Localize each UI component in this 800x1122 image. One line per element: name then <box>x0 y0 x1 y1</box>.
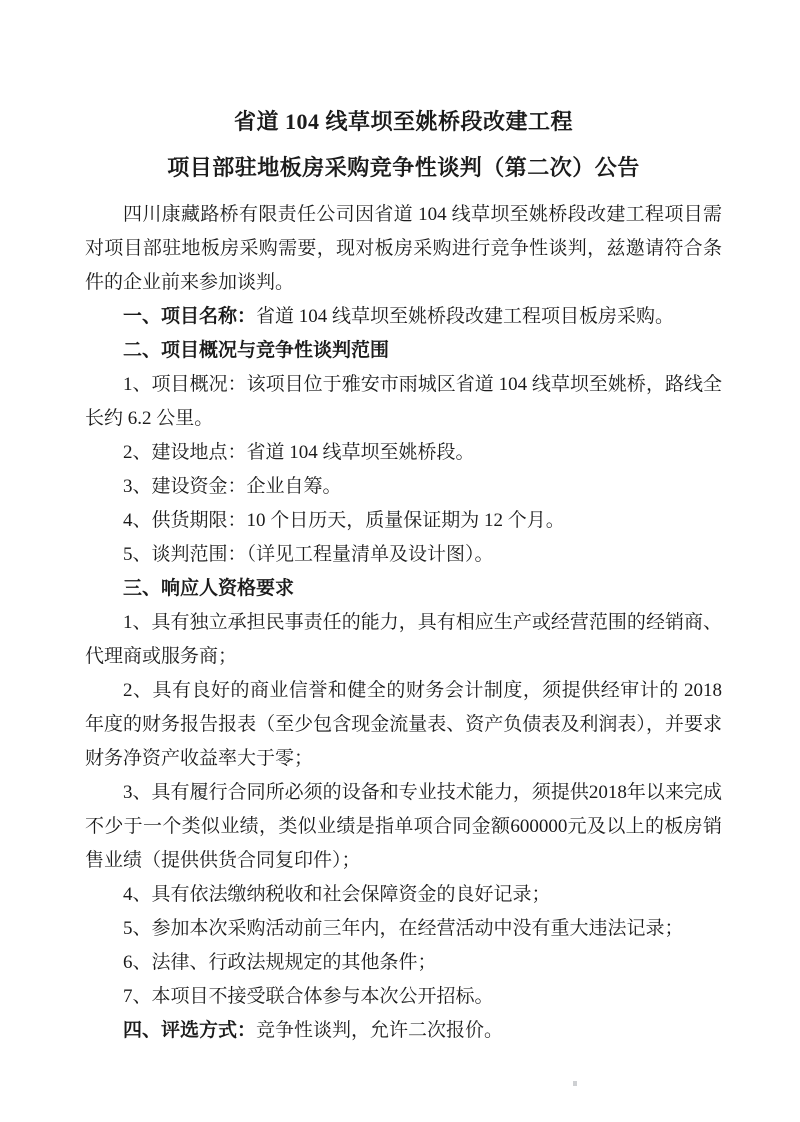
section-2-heading <box>85 334 722 368</box>
paragraph-bold-prefix: 四、评选方式： <box>123 1020 257 1041</box>
section-3-item-7 <box>85 980 722 1014</box>
paragraph-text: 2、建设地点：省道 104 线草坝至姚桥段。 <box>123 442 475 463</box>
paragraph-bold-prefix: 一、项目名称： <box>123 306 257 327</box>
section-4-evaluation-method <box>85 1014 722 1048</box>
section-2-item-5 <box>85 538 722 572</box>
paragraph-text: 7、本项目不接受联合体参与本次公开招标。 <box>123 986 494 1007</box>
section-3-heading <box>85 572 722 606</box>
section-3-item-4 <box>85 878 722 912</box>
section-2-item-4 <box>85 504 722 538</box>
section-2-item-1 <box>85 368 722 436</box>
paragraph-text: 四川康藏路桥有限责任公司因省道 104 线草坝至姚桥段改建工程项目需对项目部驻地板房采购需要，现对板房采购进行竞争性谈判，兹邀请符合条件的企业前来参加谈判。 <box>85 204 722 293</box>
doc-title-line1: 省道 104 线草坝至姚桥段改建工程 <box>233 109 573 134</box>
scan-artifact-speck <box>573 1081 577 1086</box>
paragraph-text: 5、谈判范围：（详见工程量清单及设计图）。 <box>123 544 494 565</box>
intro-paragraph <box>85 198 722 300</box>
section-3-item-3 <box>85 776 722 878</box>
doc-title-line2: 项目部驻地板房采购竞争性谈判（第二次）公告 <box>167 155 640 180</box>
document-body <box>85 198 722 1048</box>
paragraph-text: 6、法律、行政法规规定的其他条件； <box>123 952 437 973</box>
paragraph-text: 3、具有履行合同所必须的设备和专业技术能力，须提供2018年以来完成不少于一个类似业绩，类似业绩是指单项合同金额600000元及以上的板房销售业绩（提供供货合同复印件）； <box>85 782 722 871</box>
section-2-item-2 <box>85 436 722 470</box>
paragraph-text: 3、建设资金：企业自筹。 <box>123 476 342 497</box>
section-3-item-1 <box>85 606 722 674</box>
section-3-item-2 <box>85 674 722 776</box>
paragraph-bold-prefix: 三、响应人资格要求 <box>123 578 295 599</box>
paragraph-text: 省道 104 线草坝至姚桥段改建工程项目板房采购。 <box>256 306 675 327</box>
section-3-item-6 <box>85 946 722 980</box>
paragraph-text: 竞争性谈判，允许二次报价。 <box>256 1020 504 1041</box>
section-1-project-name <box>85 300 722 334</box>
paragraph-text: 5、参加本次采购活动前三年内，在经营活动中没有重大违法记录； <box>123 918 684 939</box>
paragraph-text: 1、具有独立承担民事责任的能力，具有相应生产或经营范围的经销商、代理商或服务商； <box>85 612 722 667</box>
paragraph-text: 1、项目概况：该项目位于雅安市雨城区省道 104 线草坝至姚桥，路线全长约 6.2 公里。 <box>85 374 722 429</box>
paragraph-text: 2、具有良好的商业信誉和健全的财务会计制度，须提供经审计的 2018 年度的财务报告报表（至少包含现金流量表、资产负债表及利润表），并要求财务净资产收益率大于零； <box>85 680 722 769</box>
section-3-item-5 <box>85 912 722 946</box>
document-content <box>85 106 722 1048</box>
paragraph-text: 4、供货期限：10 个日历天，质量保证期为 12 个月。 <box>123 510 565 531</box>
paragraph-text: 4、具有依法缴纳税收和社会保障资金的良好记录； <box>123 884 551 905</box>
section-2-item-3 <box>85 470 722 504</box>
paragraph-bold-prefix: 二、项目概况与竞争性谈判范围 <box>123 340 390 361</box>
